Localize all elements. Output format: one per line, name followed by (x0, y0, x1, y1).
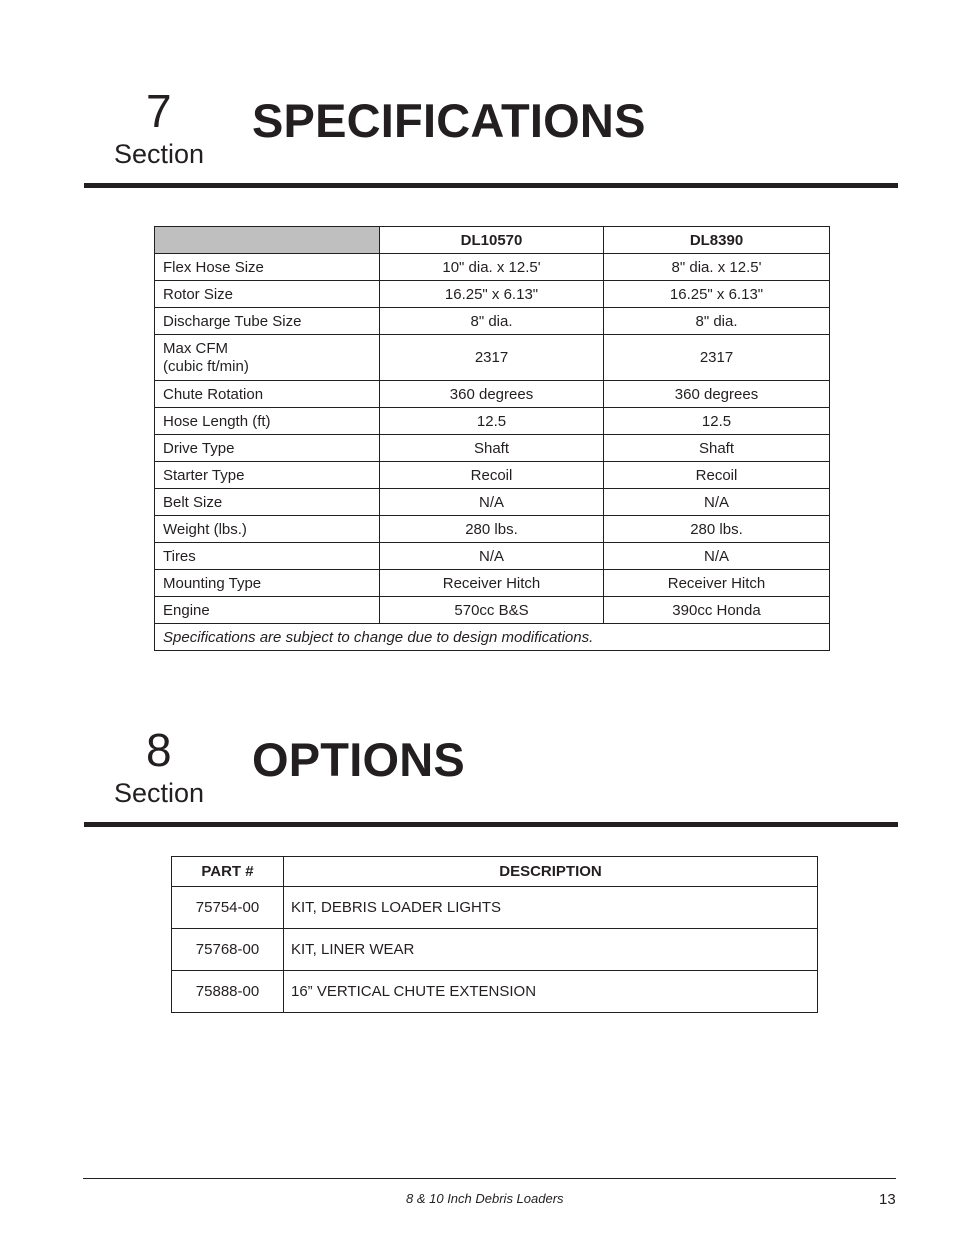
cell-value: Receiver Hitch (604, 570, 830, 597)
row-label: Hose Length (ft) (155, 408, 380, 435)
options-table (171, 856, 818, 1013)
part-description: KIT, LINER WEAR (284, 929, 818, 971)
section-title: OPTIONS (252, 733, 465, 786)
table-row (155, 462, 830, 489)
table-row (155, 281, 830, 308)
table-row (172, 887, 818, 929)
row-label: Drive Type (155, 435, 380, 462)
table-row (155, 381, 830, 408)
cell-value: 8" dia. (380, 308, 604, 335)
cell-value: 12.5 (380, 408, 604, 435)
cell-value: 2317 (380, 335, 604, 381)
header-cell-part: PART # (172, 857, 284, 887)
cell-value: Recoil (604, 462, 830, 489)
table-row (155, 335, 830, 381)
row-label: Belt Size (155, 489, 380, 516)
part-description: KIT, DEBRIS LOADER LIGHTS (284, 887, 818, 929)
cell-value: 360 degrees (380, 381, 604, 408)
table-row (155, 254, 830, 281)
cell-value: 2317 (604, 335, 830, 381)
footer-divider (83, 1178, 896, 1179)
row-label: Tires (155, 543, 380, 570)
part-number: 75768-00 (172, 929, 284, 971)
cell-value: Receiver Hitch (380, 570, 604, 597)
cell-value: N/A (380, 489, 604, 516)
row-label: Discharge Tube Size (155, 308, 380, 335)
table-row (172, 971, 818, 1013)
cell-value: Shaft (380, 435, 604, 462)
header-cell-description: DESCRIPTION (284, 857, 818, 887)
cell-value: 8" dia. x 12.5' (604, 254, 830, 281)
table-row (155, 435, 830, 462)
row-label: Rotor Size (155, 281, 380, 308)
table-row (155, 597, 830, 624)
cell-value: 16.25" x 6.13" (380, 281, 604, 308)
header-cell-blank (155, 227, 380, 254)
row-label: Starter Type (155, 462, 380, 489)
part-number: 75754-00 (172, 887, 284, 929)
page-number: 13 (879, 1191, 896, 1208)
table-note-row (155, 624, 830, 651)
row-label: Weight (lbs.) (155, 516, 380, 543)
section-number: 7 (146, 85, 172, 137)
table-header-row (155, 227, 830, 254)
row-label: Mounting Type (155, 570, 380, 597)
table-row (155, 308, 830, 335)
specifications-table (154, 226, 830, 651)
section-label: Section (114, 139, 205, 169)
row-label-line1: Max CFM (163, 339, 228, 357)
table-row (155, 408, 830, 435)
cell-value: 360 degrees (604, 381, 830, 408)
header-cell-dl8390: DL8390 (604, 227, 830, 254)
header-cell-dl10570: DL10570 (380, 227, 604, 254)
cell-value: N/A (604, 543, 830, 570)
part-number: 75888-00 (172, 971, 284, 1013)
row-label (155, 335, 380, 381)
section-divider (84, 183, 898, 188)
section-title: SPECIFICATIONS (252, 94, 646, 147)
row-label-line2: (cubic ft/min) (163, 357, 249, 375)
row-label: Flex Hose Size (155, 254, 380, 281)
section-number: 8 (146, 724, 172, 776)
cell-value: 390cc Honda (604, 597, 830, 624)
table-row (155, 516, 830, 543)
cell-value: 10" dia. x 12.5' (380, 254, 604, 281)
cell-value: N/A (604, 489, 830, 516)
table-row (155, 489, 830, 516)
section-label: Section (114, 778, 205, 808)
cell-value: Recoil (380, 462, 604, 489)
cell-value: 8" dia. (604, 308, 830, 335)
cell-value: N/A (380, 543, 604, 570)
part-description: 16” VERTICAL CHUTE EXTENSION (284, 971, 818, 1013)
table-row (155, 570, 830, 597)
cell-value: 280 lbs. (380, 516, 604, 543)
footer-document-title: 8 & 10 Inch Debris Loaders (406, 1191, 564, 1206)
table-row (155, 543, 830, 570)
cell-value: 12.5 (604, 408, 830, 435)
table-row (172, 929, 818, 971)
cell-value: Shaft (604, 435, 830, 462)
cell-value: 280 lbs. (604, 516, 830, 543)
table-note: Specifications are subject to change due to design modifications. (155, 624, 830, 651)
row-label: Engine (155, 597, 380, 624)
cell-value: 570cc B&S (380, 597, 604, 624)
cell-value: 16.25" x 6.13" (604, 281, 830, 308)
section-divider (84, 822, 898, 827)
row-label: Chute Rotation (155, 381, 380, 408)
table-header-row (172, 857, 818, 887)
